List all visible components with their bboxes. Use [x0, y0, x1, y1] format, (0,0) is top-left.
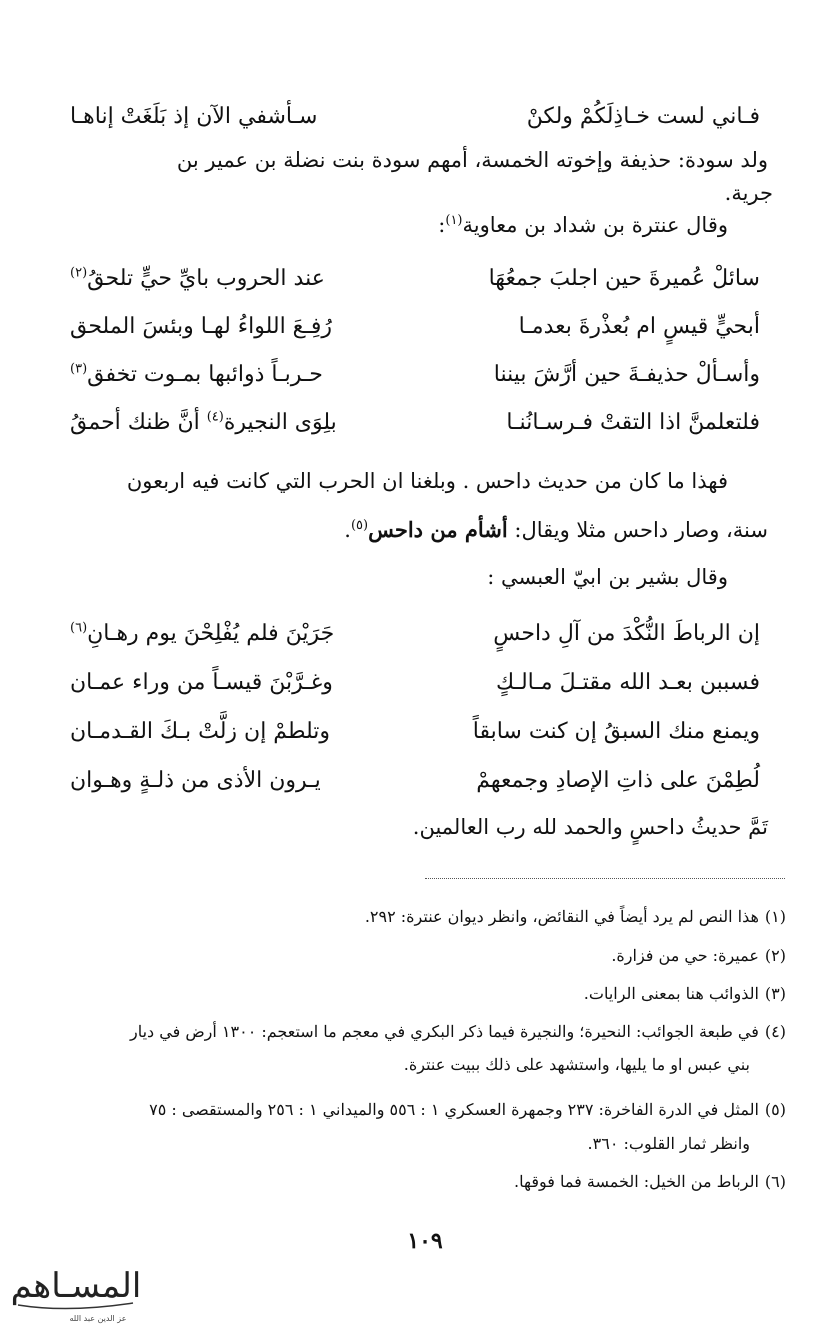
hemistich-text: حـربـاً ذوائبها بمـوت تخفق	[87, 362, 323, 387]
verse-line	[70, 310, 760, 344]
hemistich-text: عند الحروب بايِّ حيٍّ تلحقُ	[87, 266, 325, 291]
footnote-text: المثل في الدرة الفاخرة: ٢٣٧ وجمهرة العسكري ١ : ٥٥٦ والميداني ١ : ٢٥٦ والمستقصى : ٧٥	[149, 1100, 759, 1119]
footnote-number: (٢)	[764, 946, 786, 965]
poem-intro	[88, 210, 728, 240]
verse-line	[70, 100, 760, 134]
verse-hemistich-right: ويمنع منك السبقُ إن كنت سابقاً	[472, 719, 760, 744]
verse-hemistich-left	[70, 406, 337, 440]
verse-line	[70, 358, 760, 392]
poem-intro: وقال بشير بن ابيّ العبسي :	[487, 565, 728, 589]
logo-text: المسـاهم	[10, 1266, 142, 1306]
footnote-text: الذوائب هنا بمعنى الرايات.	[583, 984, 759, 1003]
verse-hemistich-right: وأسـألْ حذيفـةَ حين أرَّشَ بيننا	[493, 362, 760, 387]
prose-line: ولد سودة: حذيفة وإخوته الخمسة، أمهم سودة بنت نضلة بن عمير بن	[176, 148, 768, 172]
verse-hemistich-right: سائلْ عُميرةَ حين اجلبَ جمعُهَا	[488, 266, 760, 291]
footnote-continuation: وانظر ثمار القلوب: ٣٦٠.	[587, 1134, 750, 1153]
footnote	[66, 944, 786, 968]
verse-hemistich-right: فسببن بعـد الله مقتـلَ مـالـكٍ	[495, 670, 760, 695]
hemistich-text: بلِوَى النجيرة	[223, 410, 337, 435]
verse-hemistich-left: يـرون الأذى من ذلـةٍ وهـوان	[70, 768, 321, 793]
prose-text: سنة، وصار داحس مثلا ويقال:	[507, 518, 768, 542]
verse-hemistich-left: وغـرَّبْنَ قيسـاً من وراء عمـان	[70, 670, 333, 695]
footnote-text: عميرة: حي من فزارة.	[611, 946, 759, 965]
footnote-ref: (١)	[445, 213, 463, 228]
page-number: ١٠٩	[407, 1228, 443, 1254]
verse-hemistich-right: فلتعلمنَّ اذا التقتْ فـرسـانُنـا	[506, 410, 760, 435]
intro-text: وقال عنترة بن شداد بن معاوية	[462, 213, 728, 237]
verse-hemistich-right: أبحيٍّ قيسٍ ام بُعذْرةَ بعدمـا	[518, 314, 760, 339]
footnote-number: (٣)	[764, 984, 786, 1003]
footnote-text: الرباط من الخيل: الخمسة فما فوقها.	[514, 1172, 759, 1191]
verse-line	[70, 764, 760, 798]
verse-hemistich-left	[70, 262, 325, 296]
verse-hemistich-left	[70, 358, 323, 392]
verse-hemistich-left: سـأشفي الآن إذ بَلَغَتْ إناهـا	[70, 104, 318, 129]
prose-period: .	[344, 518, 351, 542]
logo-subtext: عز الدين عبد الله	[69, 1314, 127, 1323]
footnote-text: في طبعة الجوائب: النحيرة؛ والنجيرة فيما ذكر البكري في معجم ما استعجم: ١٣٠٠ أرض في ديار	[129, 1022, 759, 1041]
footnote-text: هذا النص لم يرد أيضاً في النقائض، وانظر ديوان عنترة: ٢٩٢.	[364, 907, 759, 926]
hemistich-text: جَرَيْنَ فلم يُفْلِحْنَ يوم رهـانِ	[87, 621, 335, 646]
closing-line: تَمَّ حديثُ داحسٍ والحمد لله رب العالمين.	[412, 815, 768, 839]
prose-line: فهذا ما كان من حديث داحس . وبلغنا ان الحرب التي كانت فيه اربعون	[126, 469, 728, 493]
verse-line	[70, 666, 760, 700]
verse-hemistich-right: إن الرباطَ النُّكْدَ من آلِ داحسٍ	[493, 621, 760, 646]
footnote-divider	[425, 878, 785, 879]
hemistich-text-end: أنَّ ظنك أحمقُ	[70, 410, 207, 435]
prose-line: جرية.	[724, 181, 773, 205]
verse-hemistich-left	[70, 617, 334, 651]
footnote	[66, 1020, 786, 1044]
footnote-ref: (٥)	[350, 518, 369, 533]
verse-line	[70, 262, 760, 296]
footnote-continuation: بني عبس او ما يليها، واستشهد على ذلك ببيت عنترة.	[403, 1055, 750, 1074]
verse-hemistich-right: فـاني لست خـاذِلَكُمْ ولكنْ	[526, 104, 760, 129]
footnote-ref: (٢)	[70, 265, 88, 281]
verse-line	[70, 617, 760, 651]
prose-line	[28, 515, 768, 545]
footnote-number: (٥)	[764, 1100, 786, 1119]
footnote	[66, 1170, 786, 1194]
verse-line	[70, 406, 760, 440]
footnote-ref: (٤)	[206, 409, 224, 425]
footnote-ref: (٣)	[70, 361, 88, 377]
verse-hemistich-right: لُطِمْنَ على ذاتِ الإصادِ وجمعهمْ	[476, 768, 760, 793]
footnote-ref: (٦)	[70, 620, 88, 636]
verse-hemistich-left: رُفِـعَ اللواءُ لهـا وبئسَ الملحق	[70, 314, 332, 339]
footnote-number: (٦)	[764, 1172, 786, 1191]
publisher-logo	[8, 1255, 143, 1325]
footnote-number: (١)	[764, 907, 786, 926]
verse-line	[70, 715, 760, 749]
footnote-number: (٤)	[764, 1022, 786, 1041]
footnote	[66, 1098, 786, 1122]
verse-hemistich-left: وتلطمْ إن زلَّتْ بـكَ القـدمـان	[70, 719, 331, 744]
proverb-bold: أشأم من داحس	[368, 517, 508, 542]
footnote	[66, 982, 786, 1006]
intro-colon: :	[438, 213, 446, 237]
footnote	[66, 905, 786, 929]
